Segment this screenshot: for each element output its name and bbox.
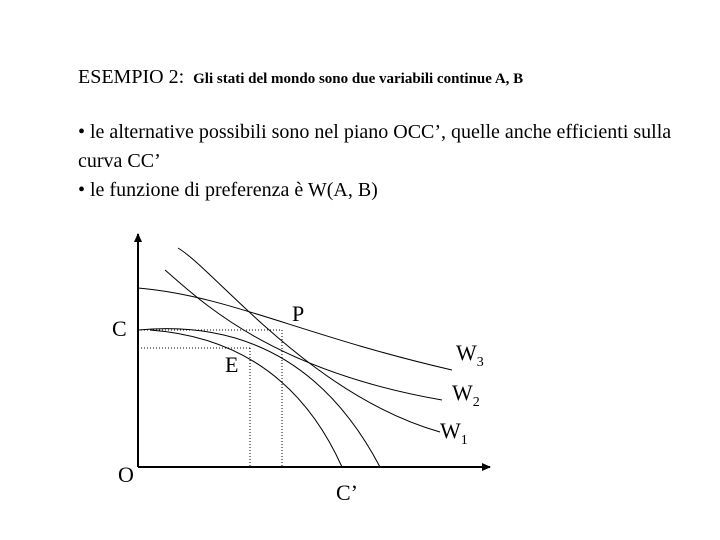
- bullet-item-alternatives: • le alternative possibili sono nel piano OCC’, quelle anche efficienti sulla curva CC’: [78, 121, 672, 172]
- label-w1-sub: 1: [460, 433, 468, 448]
- indifference-curve-w1: [178, 248, 440, 432]
- label-w3-sub: 3: [476, 355, 484, 370]
- title-subtitle: Gli stati del mondo sono due variabili continue A, B: [193, 71, 524, 87]
- label-origin: O: [118, 462, 134, 487]
- label-w3-base: W: [456, 340, 477, 365]
- frontier-curve-cc: [138, 329, 380, 467]
- inner-curve: [150, 330, 342, 467]
- indifference-curve-w2: [165, 270, 442, 400]
- label-c-prime: C’: [336, 480, 358, 505]
- label-w2-sub: 2: [472, 395, 480, 410]
- label-c: C: [112, 316, 127, 341]
- label-w1-base: W: [440, 418, 461, 443]
- label-p: P: [292, 301, 305, 326]
- title-main: ESEMPIO 2:: [78, 66, 185, 88]
- label-e: E: [225, 352, 239, 377]
- bullet-item-preference: • le funzione di preferenza è W(A, B): [78, 179, 378, 201]
- label-w1: [440, 418, 468, 448]
- label-w2-base: W: [452, 380, 473, 405]
- label-w2: [452, 380, 480, 410]
- label-w3: [456, 340, 484, 370]
